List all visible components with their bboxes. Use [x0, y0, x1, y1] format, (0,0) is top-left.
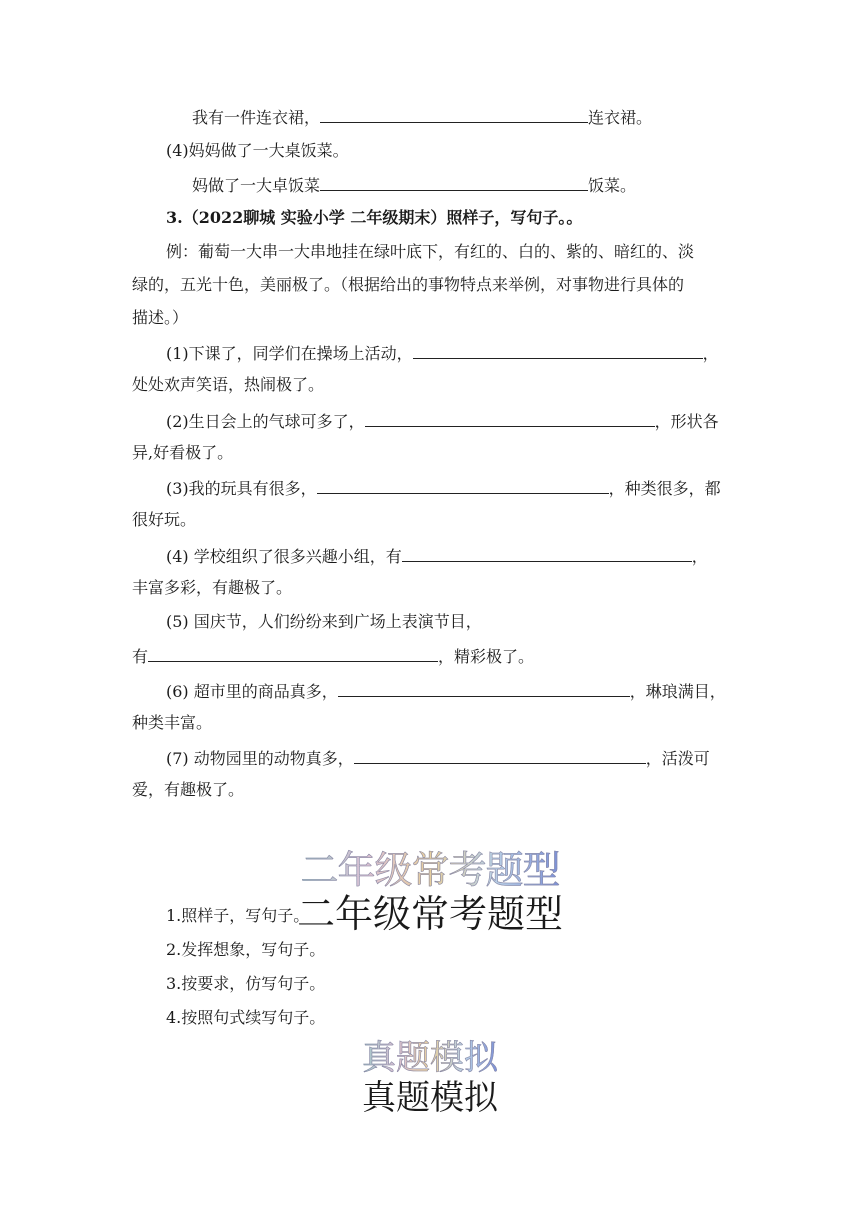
- text: (7) 动物园里的动物真多，: [166, 749, 354, 768]
- answer-blank[interactable]: [148, 643, 438, 662]
- answer-blank[interactable]: [338, 678, 630, 697]
- item-1-cont: 处处欢声笑语，热闹极了。: [132, 375, 325, 394]
- item-2: [166, 408, 719, 432]
- item-6-cont: 种类丰富。: [132, 713, 213, 732]
- text: (3)我的玩具有很多，: [166, 479, 317, 498]
- example-line-1: 例：葡萄一大串一大串地挂在绿叶底下，有红的、白的、紫的、暗红的、淡: [166, 242, 695, 261]
- type-item-3: 3.按要求，仿写句子。: [166, 974, 326, 993]
- text: ，种类很多，都: [608, 479, 721, 498]
- sentence-line-2: (4)妈妈做了一大桌饭菜。: [166, 141, 349, 160]
- example-line-3: 描述。）: [132, 308, 189, 327]
- text: 连衣裙。: [588, 108, 653, 127]
- type-item-2: 2.发挥想象，写句子。: [166, 940, 326, 959]
- question-3-title: 3.（2022聊城 实验小学 二年级期末）照样子，写句子。。: [166, 208, 583, 227]
- text: ，琳琅满目，: [629, 682, 726, 701]
- text: 饭菜。: [588, 176, 637, 195]
- text: 我有一件连衣裙，: [192, 108, 321, 127]
- text: 有: [132, 647, 149, 666]
- text: ，形状各: [654, 412, 719, 431]
- heading-text: 真题模拟: [362, 1038, 498, 1078]
- text: ，精彩极了。: [438, 647, 535, 666]
- item-6: [166, 678, 726, 702]
- item-7-cont: 爱，有趣极了。: [132, 780, 245, 799]
- text: ，活泼可: [645, 749, 710, 768]
- item-5: (5) 国庆节，人们纷纷来到广场上表演节目，: [166, 612, 482, 631]
- heading-real-exam: [0, 1038, 860, 1118]
- answer-blank[interactable]: [317, 475, 609, 494]
- heading-text: 二年级常考题型: [300, 848, 560, 892]
- item-7: [166, 745, 710, 769]
- item-3-cont: 很好玩。: [132, 510, 197, 529]
- heading-shadow: 二年级常考题型: [296, 892, 563, 936]
- item-4-cont: 丰富多彩，有趣极了。: [132, 578, 293, 597]
- sentence-line-3: [192, 172, 636, 196]
- text: (2)生日会上的气球可多了，: [166, 412, 365, 431]
- answer-blank[interactable]: [320, 104, 588, 123]
- answer-blank[interactable]: [413, 340, 703, 359]
- text: (6) 超市里的商品真多，: [166, 682, 338, 701]
- answer-blank[interactable]: [402, 543, 692, 562]
- item-1: [166, 340, 719, 364]
- text: (1)下课了，同学们在操场上活动，: [166, 344, 413, 363]
- heading-shadow: 真题模拟: [362, 1078, 498, 1118]
- text: ，: [691, 547, 708, 566]
- item-4: [166, 543, 708, 567]
- answer-blank[interactable]: [354, 745, 646, 764]
- type-item-4: 4.按照句式续写句子。: [166, 1008, 326, 1027]
- type-item-1: 1.照样子，写句子。: [166, 906, 310, 925]
- answer-blank[interactable]: [365, 408, 655, 427]
- example-line-2: 绿的，五光十色，美丽极了。（根据给出的事物特点来举例，对事物进行具体的: [132, 275, 685, 294]
- text: ，: [702, 344, 719, 363]
- text: (4) 学校组织了很多兴趣小组，有: [166, 547, 402, 566]
- text: 妈做了一大卓饭菜: [192, 176, 321, 195]
- item-3: [166, 475, 721, 499]
- item-2-cont: 异,好看极了。: [132, 443, 234, 462]
- item-5-cont: [132, 643, 534, 667]
- sentence-line-1: [192, 104, 652, 128]
- answer-blank[interactable]: [320, 172, 588, 191]
